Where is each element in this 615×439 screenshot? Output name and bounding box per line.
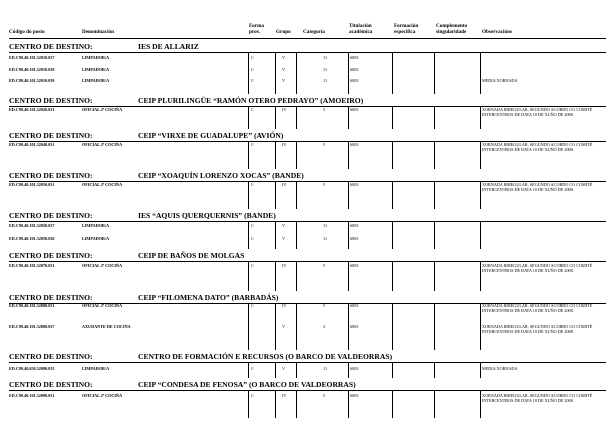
section-rule bbox=[9, 221, 606, 222]
grupo-cell: IV bbox=[282, 142, 287, 147]
column-separator bbox=[348, 304, 349, 350]
forma-prov-cell: C bbox=[251, 67, 254, 72]
titulacion-cell: 6003 bbox=[350, 324, 359, 329]
grupo-cell: V bbox=[282, 67, 286, 72]
categoria-cell: 11 bbox=[323, 366, 328, 371]
column-separator bbox=[480, 391, 481, 418]
grupo-cell: V bbox=[282, 324, 286, 329]
column-separator bbox=[275, 363, 276, 378]
header-categoria: Categoría bbox=[303, 29, 325, 35]
header-forma-prov: Forma prov. bbox=[249, 23, 264, 35]
header-observacions: Observacións bbox=[482, 29, 512, 35]
grupo-cell: V bbox=[282, 366, 286, 371]
denominacion-cell: OFICIAL 2ª COCIÑA bbox=[82, 107, 123, 112]
column-separator bbox=[275, 222, 276, 249]
grupo-cell: IV bbox=[282, 182, 287, 187]
column-separator bbox=[296, 142, 297, 169]
titulacion-cell: 6003 bbox=[350, 236, 359, 241]
column-separator bbox=[248, 262, 249, 291]
posto-code: ED.C99.40.101.32010.037 bbox=[9, 55, 55, 60]
categoria-cell: 11 bbox=[323, 236, 328, 241]
denominacion-cell: OFICIAL 2ª COCIÑA bbox=[82, 142, 123, 147]
titulacion-cell: 6003 bbox=[350, 393, 359, 398]
section-name: CEIP PLURILINGÜE “RAMÓN OTERO PEDRAYO” (AMOEIRO) bbox=[138, 96, 364, 105]
posto-code: ED.C99.40.101.32090.031 bbox=[9, 393, 55, 398]
observacions-cell: XORNADA IRREGULAR, SEGUNDO ACORDO CO COMITÉ INTERCENTROS DE DATA 10 DE XUÑO DE 2008. bbox=[482, 393, 593, 403]
grupo-cell: V bbox=[282, 78, 286, 83]
titulacion-cell: 6003 bbox=[350, 366, 359, 371]
forma-prov-cell: C bbox=[251, 223, 254, 228]
column-separator bbox=[392, 222, 393, 249]
column-separator bbox=[392, 363, 393, 378]
column-separator bbox=[434, 304, 435, 350]
header-grupo: Grupo bbox=[276, 29, 291, 35]
grupo-cell: V bbox=[282, 55, 286, 60]
column-separator bbox=[392, 262, 393, 291]
grupo-cell: IV bbox=[282, 303, 287, 308]
column-separator bbox=[392, 53, 393, 94]
column-separator bbox=[392, 107, 393, 129]
categoria-cell: 11 bbox=[323, 78, 328, 83]
column-separator bbox=[434, 391, 435, 418]
column-separator bbox=[480, 53, 481, 94]
section-label: CENTRO DE DESTINO: bbox=[9, 171, 93, 180]
column-separator bbox=[248, 222, 249, 249]
titulacion-cell: 6003 bbox=[350, 78, 359, 83]
categoria-cell: 3 bbox=[323, 324, 326, 329]
column-separator bbox=[296, 391, 297, 418]
header-titulacion: Titulación académica bbox=[349, 23, 373, 35]
section-rule bbox=[9, 52, 606, 53]
grupo-cell: IV bbox=[282, 393, 287, 398]
denominacion-cell: LIMPADOR/A bbox=[82, 236, 110, 241]
column-separator bbox=[392, 182, 393, 209]
titulacion-cell: 6003 bbox=[350, 67, 359, 72]
section-label: CENTRO DE DESTINO: bbox=[9, 380, 93, 389]
posto-code: ED.C99.40.101.32010.038 bbox=[9, 67, 55, 72]
observacions-cell: XORNADA IRREGULAR, SEGUNDO ACORDO CO COMITÉ INTERCENTROS DE DATA 10 DE XUÑO DE 2008. bbox=[482, 107, 593, 117]
header-denominacion: Denominación bbox=[82, 29, 114, 35]
posto-code: ED.C99.40.101.32040.031 bbox=[9, 142, 55, 147]
posto-code: ED.C99.40.101.32080.031 bbox=[9, 303, 55, 308]
column-separator bbox=[392, 391, 393, 418]
column-separator bbox=[480, 363, 481, 378]
section-name: IES DE ALLARIZ bbox=[138, 42, 199, 51]
observacions-cell: XORNADA IRREGULAR, SEGUNDO ACORDO CO COMITÉ INTERCENTROS DE DATA 10 DE XUÑO DE 2008. bbox=[482, 303, 593, 313]
column-separator bbox=[296, 304, 297, 350]
section-name: CEIP “FILOMENA DATO” (BARBADÁS) bbox=[138, 293, 279, 302]
observacions-cell: XORNADA IRREGULAR, SEGUNDO ACORDO CO COMITÉ INTERCENTROS DE DATA 10 DE XUÑO DE 2008. bbox=[482, 142, 593, 152]
column-separator bbox=[392, 142, 393, 169]
section-label: CENTRO DE DESTINO: bbox=[9, 251, 93, 260]
column-separator bbox=[434, 53, 435, 94]
posto-code: ED.C99.40.101.32050.037 bbox=[9, 223, 55, 228]
forma-prov-cell: C bbox=[251, 366, 254, 371]
column-separator bbox=[275, 107, 276, 129]
section-name: IES “AQUIS QUERQUERNIS” (BANDE) bbox=[138, 211, 276, 220]
column-separator bbox=[275, 142, 276, 169]
column-separator bbox=[296, 363, 297, 378]
section-rule bbox=[9, 362, 606, 363]
forma-prov-cell: C bbox=[251, 236, 254, 241]
categoria-cell: 5 bbox=[323, 393, 326, 398]
section-label: CENTRO DE DESTINO: bbox=[9, 131, 93, 140]
titulacion-cell: 6003 bbox=[350, 263, 359, 268]
posto-code: ED.C99.40.101.32050.036 bbox=[9, 236, 55, 241]
section-rule bbox=[9, 261, 606, 262]
section-name: CEIP DE BAÑOS DE MOLGAS bbox=[138, 251, 245, 260]
grupo-cell: IV bbox=[282, 263, 287, 268]
column-separator bbox=[296, 107, 297, 129]
column-separator bbox=[275, 262, 276, 291]
observacions-cell: XORNADA IRREGULAR, SEGUNDO ACORDO CO COMITÉ INTERCENTROS DE DATA 10 DE XUÑO DE 2008. bbox=[482, 263, 593, 273]
column-separator bbox=[434, 107, 435, 129]
column-separator bbox=[248, 107, 249, 129]
column-separator bbox=[248, 304, 249, 350]
column-separator bbox=[480, 142, 481, 169]
categoria-cell: 5 bbox=[323, 182, 326, 187]
column-separator bbox=[296, 182, 297, 209]
denominacion-cell: AXUDANTE DE COCIÑA bbox=[82, 324, 131, 329]
grupo-cell: V bbox=[282, 236, 286, 241]
observacions-cell: MEDIA XORNADA bbox=[482, 78, 518, 83]
column-separator bbox=[348, 262, 349, 291]
denominacion-cell: OFICIAL 2ª COCIÑA bbox=[82, 263, 123, 268]
categoria-cell: 5 bbox=[323, 263, 326, 268]
observacions-cell: XORNADA IRREGULAR, SEGUNDO ACORDO CO COMITÉ INTERCENTROS DE DATA 10 DE XUÑO DE 2008. bbox=[482, 324, 593, 334]
section-label: CENTRO DE DESTINO: bbox=[9, 96, 93, 105]
column-separator bbox=[248, 142, 249, 169]
section-name: CENTRO DE FORMACIÓN E RECURSOS (O BARCO DE VALDEORRAS) bbox=[138, 352, 393, 361]
categoria-cell: 11 bbox=[323, 223, 328, 228]
posto-code: ED.C99.40.101.32020.031 bbox=[9, 107, 55, 112]
header-codigo: Código do posto bbox=[9, 29, 45, 35]
column-separator bbox=[296, 53, 297, 94]
section-name: CEIP “XOAQUÍN LORENZO XOCAS” (BANDE) bbox=[138, 171, 304, 180]
section-name: CEIP “VIRXE DE GUADALUPE” (AVIÓN) bbox=[138, 131, 284, 140]
column-separator bbox=[348, 182, 349, 209]
column-separator bbox=[434, 142, 435, 169]
column-separator bbox=[434, 182, 435, 209]
forma-prov-cell: C bbox=[251, 303, 254, 308]
column-separator bbox=[434, 363, 435, 378]
column-separator bbox=[248, 363, 249, 378]
categoria-cell: 5 bbox=[323, 107, 326, 112]
column-separator bbox=[434, 262, 435, 291]
observacions-cell: MEDIA XORNADA bbox=[482, 366, 518, 371]
column-separator bbox=[296, 262, 297, 291]
column-separator bbox=[480, 182, 481, 209]
denominacion-cell: LIMPADOR/A bbox=[82, 78, 110, 83]
column-separator bbox=[480, 107, 481, 129]
posto-code: ED.C99.40.650.32090.015 bbox=[9, 366, 55, 371]
posto-code: ED.C99.40.101.32050.031 bbox=[9, 182, 55, 187]
denominacion-cell: LIMPADOR/A bbox=[82, 366, 110, 371]
header-formacion: Formación específica bbox=[394, 23, 419, 35]
forma-prov-cell: C bbox=[251, 107, 254, 112]
grupo-cell: V bbox=[282, 223, 286, 228]
forma-prov-cell: C bbox=[251, 393, 254, 398]
posto-code: ED.C99.40.101.32080.037 bbox=[9, 324, 55, 329]
column-separator bbox=[248, 182, 249, 209]
column-separator bbox=[480, 262, 481, 291]
header-rule bbox=[9, 38, 606, 39]
section-label: CENTRO DE DESTINO: bbox=[9, 42, 93, 51]
column-separator bbox=[275, 304, 276, 350]
denominacion-cell: OFICIAL 2ª COCIÑA bbox=[82, 182, 123, 187]
titulacion-cell: 6003 bbox=[350, 303, 359, 308]
header-complemento: Complemento singularidade bbox=[436, 23, 468, 35]
column-separator bbox=[275, 53, 276, 94]
column-separator bbox=[392, 304, 393, 350]
categoria-cell: 11 bbox=[323, 67, 328, 72]
column-separator bbox=[348, 142, 349, 169]
column-separator bbox=[348, 391, 349, 418]
titulacion-cell: 6003 bbox=[350, 55, 359, 60]
section-label: CENTRO DE DESTINO: bbox=[9, 211, 93, 220]
column-separator bbox=[248, 53, 249, 94]
denominacion-cell: LIMPADOR/A bbox=[82, 55, 110, 60]
forma-prov-cell: C bbox=[251, 142, 254, 147]
column-separator bbox=[275, 182, 276, 209]
forma-prov-cell: C bbox=[251, 55, 254, 60]
forma-prov-cell: C bbox=[251, 182, 254, 187]
denominacion-cell: OFICIAL 2ª COCIÑA bbox=[82, 393, 123, 398]
observacions-cell: XORNADA IRREGULAR, SEGUNDO ACORDO CO COMITÉ INTERCENTROS DE DATA 10 DE XUÑO DE 2008. bbox=[482, 182, 593, 192]
section-name: CEIP “CONDESA DE FENOSA” (O BARCO DE VALDEORRAS) bbox=[138, 380, 356, 389]
posto-code: ED.C99.40.101.32070.031 bbox=[9, 263, 55, 268]
section-label: CENTRO DE DESTINO: bbox=[9, 293, 93, 302]
titulacion-cell: 6003 bbox=[350, 182, 359, 187]
column-separator bbox=[348, 107, 349, 129]
posto-code: ED.C99.40.101.32010.039 bbox=[9, 78, 55, 83]
column-separator bbox=[480, 222, 481, 249]
column-separator bbox=[348, 363, 349, 378]
categoria-cell: 11 bbox=[323, 55, 328, 60]
denominacion-cell: OFICIAL 2ª COCIÑA bbox=[82, 303, 123, 308]
column-separator bbox=[348, 222, 349, 249]
forma-prov-cell: C bbox=[251, 263, 254, 268]
column-separator bbox=[348, 53, 349, 94]
titulacion-cell: 6003 bbox=[350, 107, 359, 112]
section-rule bbox=[9, 390, 606, 391]
titulacion-cell: 6003 bbox=[350, 142, 359, 147]
column-separator bbox=[248, 391, 249, 418]
grupo-cell: IV bbox=[282, 107, 287, 112]
section-label: CENTRO DE DESTINO: bbox=[9, 352, 93, 361]
denominacion-cell: LIMPADOR/A bbox=[82, 67, 110, 72]
column-separator bbox=[275, 391, 276, 418]
titulacion-cell: 6003 bbox=[350, 223, 359, 228]
categoria-cell: 5 bbox=[323, 142, 326, 147]
column-separator bbox=[480, 304, 481, 350]
forma-prov-cell: C bbox=[251, 78, 254, 83]
categoria-cell: 5 bbox=[323, 303, 326, 308]
column-separator bbox=[434, 222, 435, 249]
denominacion-cell: LIMPADOR/A bbox=[82, 223, 110, 228]
column-separator bbox=[296, 222, 297, 249]
